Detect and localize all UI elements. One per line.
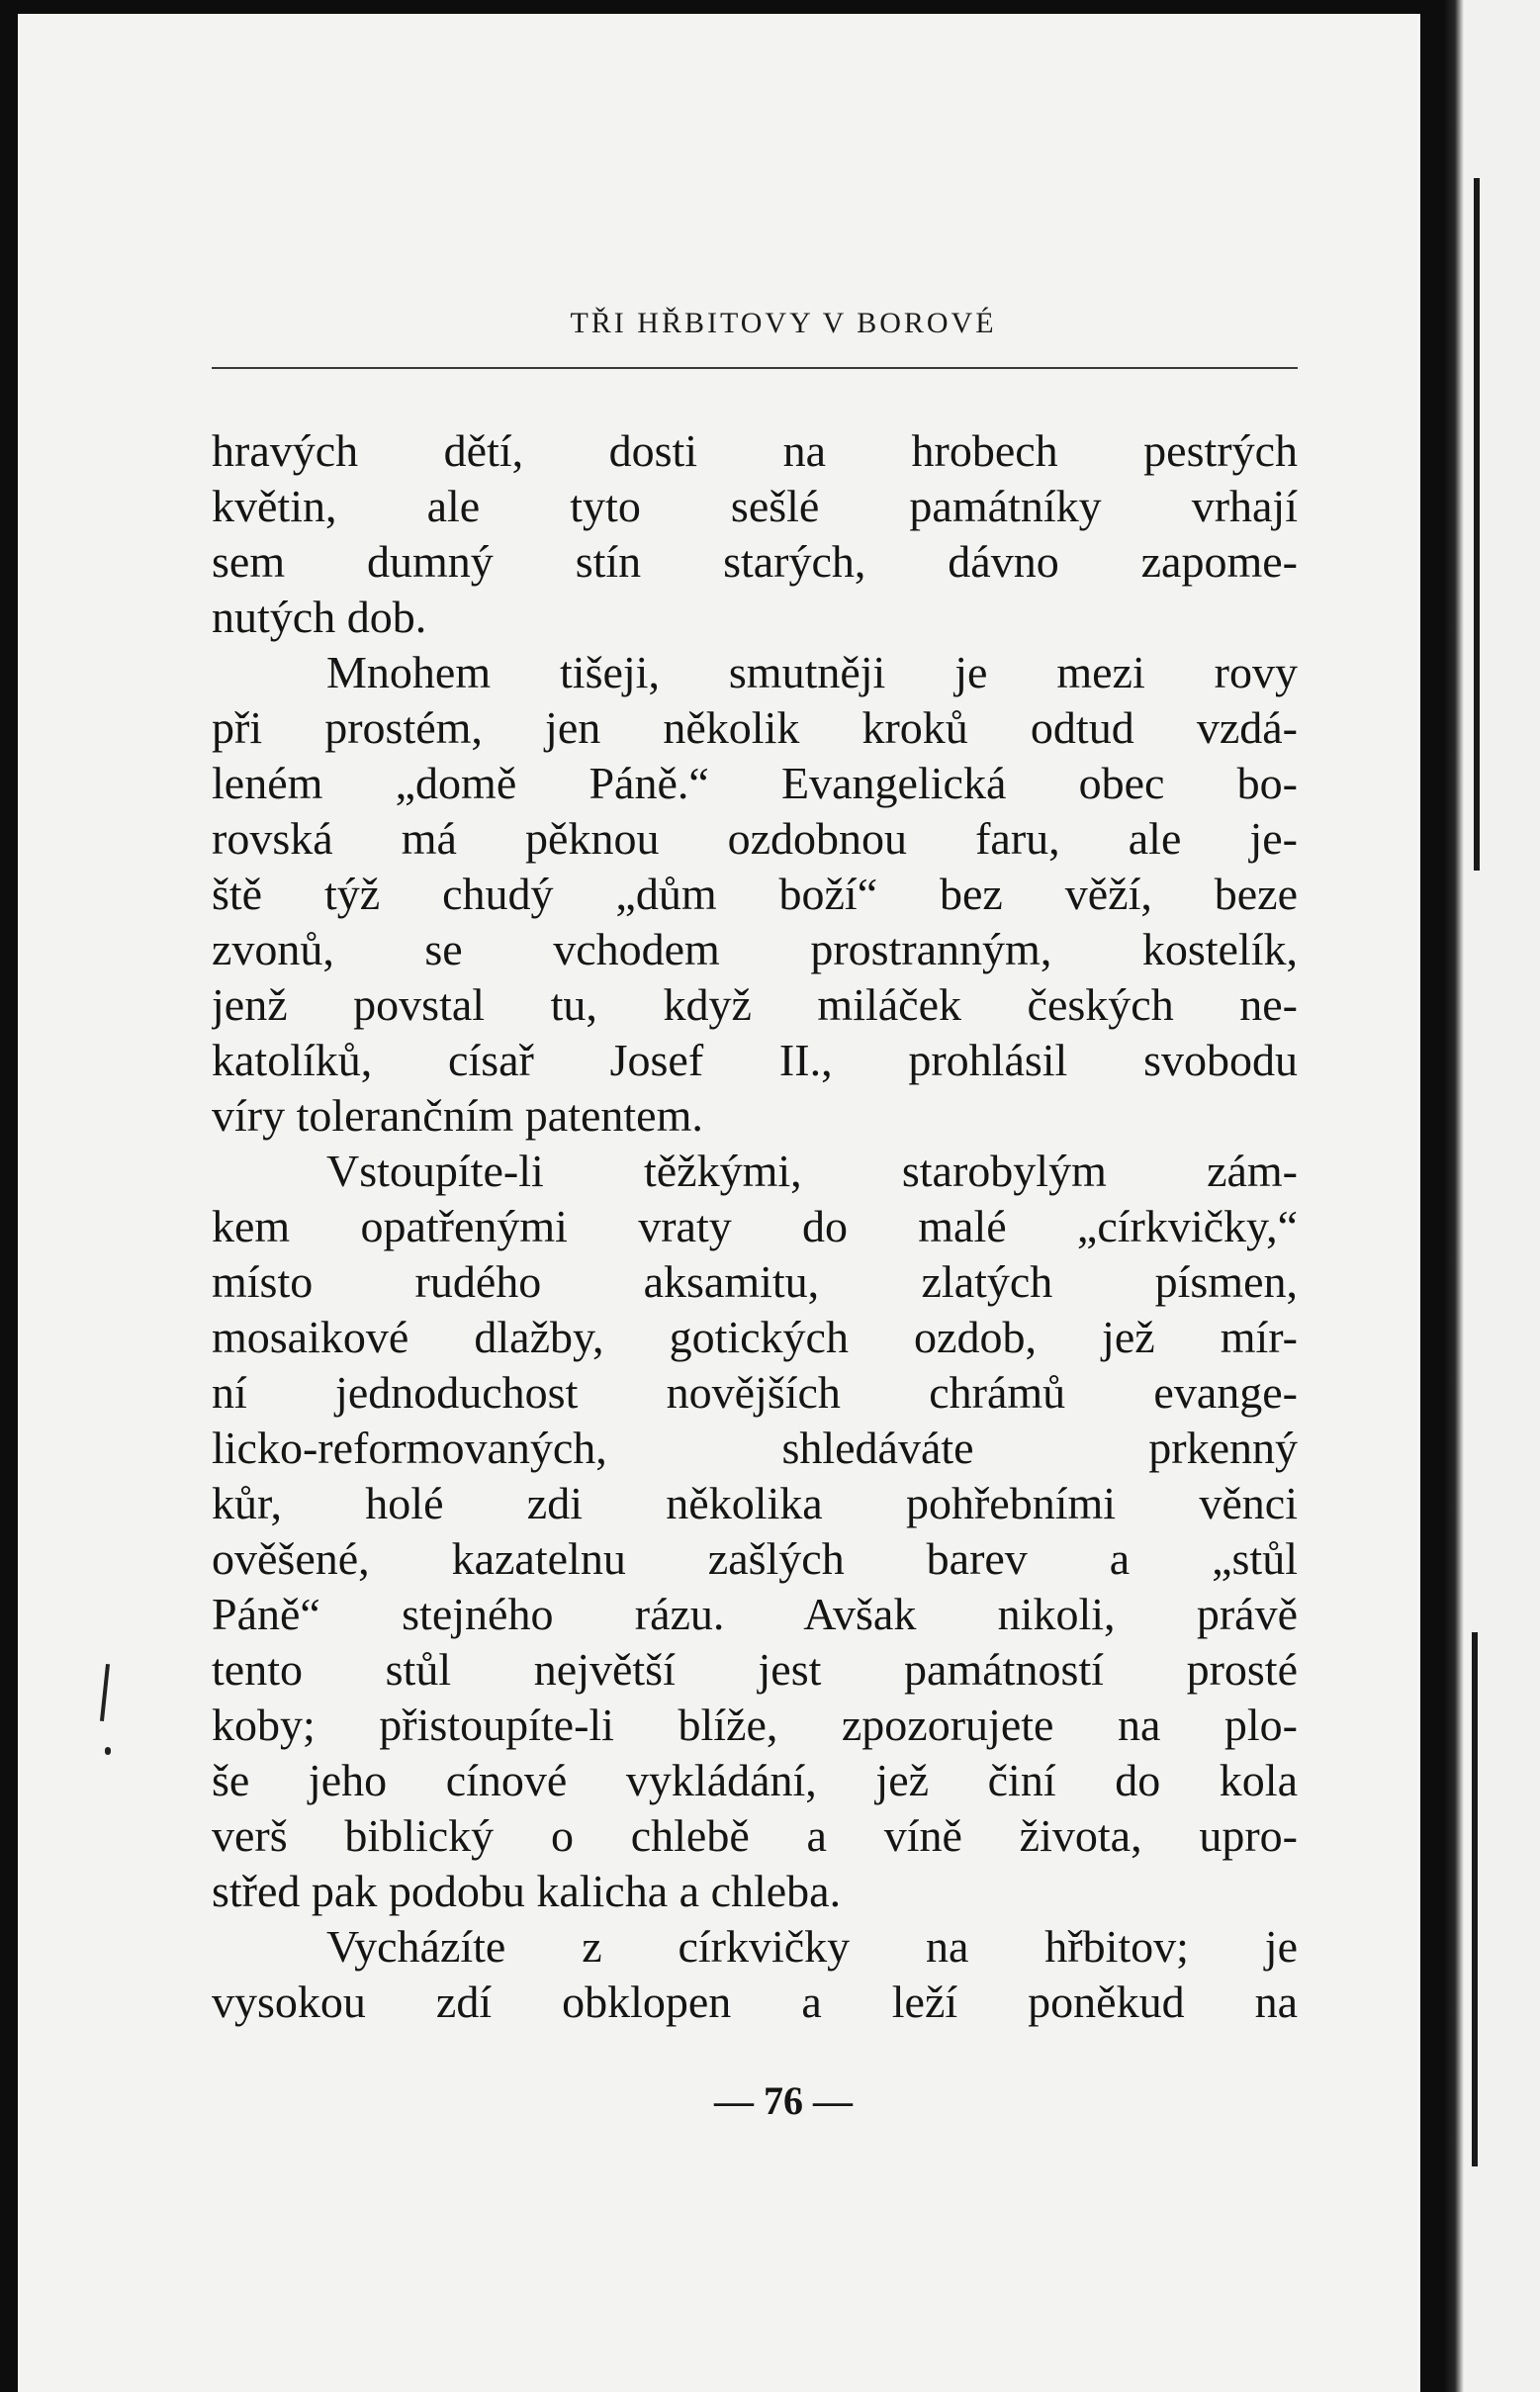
- text-line: hravých dětí, dosti na hrobech pestrých: [212, 425, 1298, 476]
- margin-pencil-mark: [100, 1664, 110, 1721]
- edge-mark: [1474, 178, 1480, 871]
- text-line: vysokou zdí obklopen a leží poněkud na: [212, 1977, 1298, 2027]
- text-line: nutých dob.: [212, 592, 427, 642]
- text-line: Mnohem tišeji, smutněji je mezi rovy: [326, 647, 1298, 697]
- text-line: ní jednoduchost novějších chrámů evange-: [212, 1367, 1298, 1418]
- text-line: kůr, holé zdi několika pohřebními věnci: [212, 1478, 1298, 1528]
- margin-pencil-dot: [105, 1747, 111, 1755]
- header-rule: [212, 367, 1298, 369]
- text-line: licko-reformovaných, shledáváte prkenný: [212, 1423, 1298, 1473]
- text-line: při prostém, jen několik kroků odtud vzdá-: [212, 702, 1298, 753]
- body-text: [212, 423, 1298, 2030]
- text-line: místo rudého aksamitu, zlatých písmen,: [212, 1256, 1298, 1307]
- text-line: verš biblický o chlebě a víně života, upro-: [212, 1810, 1298, 1861]
- text-line: koby; přistoupíte-li blíže, zpozorujete na plo-: [212, 1700, 1298, 1750]
- page-number: — 76 —: [714, 2078, 853, 2123]
- text-line: kem opatřenými vraty do malé „církvičky,“: [212, 1201, 1298, 1251]
- text-line: jenž povstal tu, když miláček českých ne-: [212, 979, 1298, 1030]
- binding-gutter: [1444, 0, 1464, 2392]
- text-line: Vycházíte z církvičky na hřbitov; je: [326, 1921, 1298, 1972]
- text-line: Vstoupíte-li těžkými, starobylým zám-: [326, 1146, 1298, 1196]
- text-line: rovská má pěknou ozdobnou faru, ale je-: [212, 813, 1298, 864]
- text-line: ověšené, kazatelnu zašlých barev a „stůl: [212, 1533, 1298, 1584]
- running-head: TŘI HŘBITOVY V BOROVÉ: [570, 307, 997, 339]
- text-line: sem dumný stín starých, dávno zapome-: [212, 536, 1298, 587]
- text-line: zvonů, se vchodem prostranným, kostelík,: [212, 924, 1298, 974]
- edge-mark: [1472, 1632, 1478, 2166]
- text-line: leném „domě Páně.“ Evangelická obec bo-: [212, 758, 1298, 808]
- text-line: katolíků, císař Josef II., prohlásil svobodu: [212, 1035, 1298, 1085]
- adjacent-page-edge: [1444, 0, 1540, 2392]
- text-line: květin, ale tyto sešlé památníky vrhají: [212, 481, 1298, 531]
- text-line: ště týž chudý „dům boží“ bez věží, beze: [212, 869, 1298, 919]
- text-line: Páně“ stejného rázu. Avšak nikoli, právě: [212, 1589, 1298, 1639]
- text-line: tento stůl největší jest památností prosté: [212, 1644, 1298, 1695]
- text-line: še jeho cínové vykládání, jež činí do kola: [212, 1755, 1298, 1805]
- text-line: mosaikové dlažby, gotických ozdob, jež mír-: [212, 1312, 1298, 1362]
- text-line: víry tolerančním patentem.: [212, 1090, 703, 1141]
- book-page: [18, 14, 1420, 2392]
- text-line: střed pak podobu kalicha a chleba.: [212, 1866, 842, 1916]
